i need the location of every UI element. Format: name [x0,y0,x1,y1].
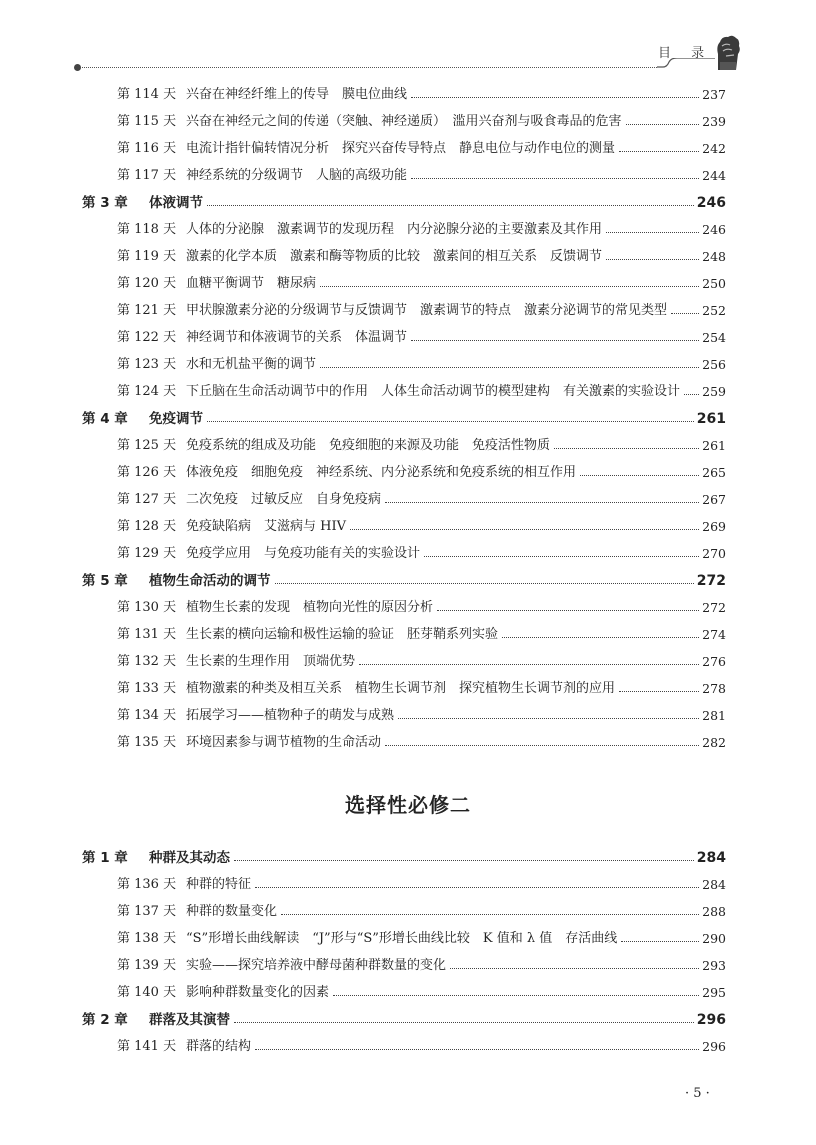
entry-page-number: 281 [702,708,726,723]
chapter-page-number: 284 [696,850,726,866]
dot-leader [234,1022,694,1023]
entry-day: 第 115 天 [117,114,177,129]
header-dotted-rule [82,67,657,68]
entry-title: 甲状腺激素分泌的分级调节与反馈调节 激素调节的特点 激素分泌调节的常见类型 [186,303,668,318]
dot-leader [411,340,699,341]
dot-leader [333,995,699,996]
entry-title: 水和无机盐平衡的调节 [186,357,317,372]
toc-entry-row [0,901,816,923]
dot-leader [411,97,699,98]
entry-page-number: 250 [702,276,726,291]
chapter-title: 植物生命活动的调节 [149,573,271,589]
entry-page-number: 272 [702,600,726,615]
dot-leader [684,394,699,395]
toc-entry-row [0,489,816,511]
entry-day: 第 133 天 [117,681,177,696]
chapter-page-number: 296 [696,1012,726,1028]
entry-day: 第 131 天 [117,627,177,642]
entry-page-number: 284 [702,877,726,892]
entry-day: 第 119 天 [117,249,177,264]
toc-entry-row [0,327,816,349]
entry-day: 第 117 天 [117,168,177,183]
entry-title: 影响种群数量变化的因素 [186,985,330,1000]
entry-page-number: 282 [702,735,726,750]
entry-day: 第 120 天 [117,276,177,291]
dot-leader [255,1049,699,1050]
entry-title: “S”形增长曲线解读 “J”形与“S”形增长曲线比较 K 值和 λ 值 存活曲线 [186,931,618,946]
toc-entry-row [0,165,816,187]
chapter-row [0,570,816,592]
entry-title: 下丘脑在生命活动调节中的作用 人体生命活动调节的模型建构 有关激素的实验设计 [186,384,681,399]
entry-day: 第 114 天 [117,87,177,102]
dot-leader [385,502,699,503]
entry-title: 激素的化学本质 激素和酶等物质的比较 激素间的相互关系 反馈调节 [186,249,603,264]
dot-leader [207,205,694,206]
dot-leader [275,583,694,584]
chapter-number: 第 5 章 [82,573,128,589]
entry-title: 体液免疫 细胞免疫 神经系统、内分泌系统和免疫系统的相互作用 [186,465,577,480]
entry-page-number: 269 [702,519,726,534]
dot-leader [619,691,699,692]
entry-title: 兴奋在神经元之间的传递（突触、神经递质） 滥用兴奋剂与吸食毒品的危害 [186,114,622,129]
toc-entry-row [0,624,816,646]
toc-entry-row [0,462,816,484]
toc-entry-row [0,732,816,754]
entry-title: 群落的结构 [186,1039,252,1054]
entry-day: 第 124 天 [117,384,177,399]
entry-page-number: 290 [702,931,726,946]
toc-entry-row [0,874,816,896]
entry-title: 免疫缺陷病 艾滋病与 HIV [186,519,346,534]
toc-entry-row [0,705,816,727]
entry-title: 生长素的生理作用 顶端优势 [186,654,356,669]
entry-day: 第 139 天 [117,958,177,973]
entry-day: 第 126 天 [117,465,177,480]
entry-title: 神经系统的分级调节 人脑的高级功能 [186,168,408,183]
entry-page-number: 244 [702,168,726,183]
entry-day: 第 140 天 [117,985,177,1000]
toc-entry-row [0,111,816,133]
entry-title: 免疫学应用 与免疫功能有关的实验设计 [186,546,421,561]
entry-day: 第 123 天 [117,357,177,372]
dot-leader [671,313,699,314]
dot-leader [320,367,699,368]
entry-page-number: 261 [702,438,726,453]
dot-leader [619,151,699,152]
entry-title: 神经调节和体液调节的关系 体温调节 [186,330,408,345]
chapter-title: 免疫调节 [149,411,203,427]
dot-leader [450,968,699,969]
entry-page-number: 246 [702,222,726,237]
chapter-number: 第 4 章 [82,411,128,427]
entry-title: 植物生长素的发现 植物向光性的原因分析 [186,600,434,615]
entry-page-number: 239 [702,114,726,129]
section-heading: 选择性必修二 [345,793,471,817]
chapter-page-number: 246 [696,195,726,211]
entry-title: 植物激素的种类及相互关系 植物生长调节剂 探究植物生长调节剂的应用 [186,681,616,696]
chapter-row [0,408,816,430]
entry-title: 拓展学习——植物种子的萌发与成熟 [186,708,395,723]
toc-entry-row [0,955,816,977]
entry-day: 第 135 天 [117,735,177,750]
entry-day: 第 132 天 [117,654,177,669]
toc-entry-row [0,300,816,322]
chapter-page-number: 261 [696,411,726,427]
header-dot [74,64,81,71]
toc-entry-row [0,516,816,538]
dot-leader [606,232,699,233]
entry-day: 第 136 天 [117,877,177,892]
chapter-title: 种群及其动态 [149,850,230,866]
entry-page-number: 274 [702,627,726,642]
entry-day: 第 121 天 [117,303,177,318]
toc-entry-row [0,138,816,160]
dot-leader [626,124,700,125]
entry-title: 人体的分泌腺 激素调节的发现历程 内分泌腺分泌的主要激素及其作用 [186,222,603,237]
entry-page-number: 296 [702,1039,726,1054]
toc-entry-row [0,354,816,376]
entry-day: 第 138 天 [117,931,177,946]
dot-leader [554,448,699,449]
chapter-number: 第 1 章 [82,850,128,866]
entry-day: 第 127 天 [117,492,177,507]
entry-page-number: 278 [702,681,726,696]
toc-entry-row [0,435,816,457]
dot-leader [437,610,699,611]
dot-leader [359,664,699,665]
chapter-page-number: 272 [696,573,726,589]
dot-leader [621,941,699,942]
entry-title: 免疫系统的组成及功能 免疫细胞的来源及功能 免疫活性物质 [186,438,551,453]
toc-entry-row [0,1036,816,1058]
dot-leader [580,475,699,476]
toc-entry-row [0,678,816,700]
dot-leader [255,887,699,888]
toc-entry-row [0,246,816,268]
entry-page-number: 267 [702,492,726,507]
toc-entry-row [0,982,816,1004]
entry-page-number: 270 [702,546,726,561]
toc-entry-row [0,928,816,950]
entry-page-number: 254 [702,330,726,345]
entry-title: 环境因素参与调节植物的生命活动 [186,735,382,750]
chapter-title: 群落及其演替 [149,1012,230,1028]
entry-page-number: 295 [702,985,726,1000]
page-header [0,0,816,80]
entry-page-number: 237 [702,87,726,102]
dot-leader [398,718,699,719]
entry-title: 种群的数量变化 [186,904,278,919]
entry-title: 生长素的横向运输和极性运输的验证 胚芽鞘系列实验 [186,627,499,642]
chapter-number: 第 2 章 [82,1012,128,1028]
toc-entry-row [0,273,816,295]
footer-page-number: · 5 · [685,1086,710,1101]
chapter-row [0,1009,816,1031]
entry-day: 第 122 天 [117,330,177,345]
fist-icon [712,32,742,72]
header-title: 目 录 [658,46,713,61]
entry-day: 第 118 天 [117,222,177,237]
toc-entry-row [0,381,816,403]
dot-leader [502,637,699,638]
entry-day: 第 141 天 [117,1039,177,1054]
toc-entry-row [0,597,816,619]
entry-page-number: 265 [702,465,726,480]
entry-day: 第 129 天 [117,546,177,561]
entry-title: 血糖平衡调节 糖尿病 [186,276,317,291]
chapter-row [0,192,816,214]
dot-leader [385,745,699,746]
entry-day: 第 130 天 [117,600,177,615]
dot-leader [606,259,699,260]
entry-day: 第 137 天 [117,904,177,919]
entry-day: 第 125 天 [117,438,177,453]
dot-leader [281,914,699,915]
entry-title: 电流计指针偏转情况分析 探究兴奋传导特点 静息电位与动作电位的测量 [186,141,616,156]
entry-page-number: 248 [702,249,726,264]
entry-day: 第 128 天 [117,519,177,534]
entry-page-number: 288 [702,904,726,919]
entry-page-number: 252 [702,303,726,318]
entry-day: 第 116 天 [117,141,177,156]
entry-title: 种群的特征 [186,877,252,892]
toc-entry-row [0,84,816,106]
entry-page-number: 276 [702,654,726,669]
entry-day: 第 134 天 [117,708,177,723]
entry-title: 二次免疫 过敏反应 自身免疫病 [186,492,382,507]
dot-leader [350,529,699,530]
chapter-number: 第 3 章 [82,195,128,211]
entry-page-number: 259 [702,384,726,399]
entry-page-number: 242 [702,141,726,156]
toc-entry-row [0,219,816,241]
chapter-title: 体液调节 [149,195,203,211]
dot-leader [234,860,694,861]
chapter-row [0,847,816,869]
entry-page-number: 256 [702,357,726,372]
entry-title: 兴奋在神经纤维上的传导 膜电位曲线 [186,87,408,102]
toc-entry-row [0,651,816,673]
dot-leader [424,556,699,557]
dot-leader [207,421,694,422]
dot-leader [411,178,699,179]
dot-leader [320,286,699,287]
entry-page-number: 293 [702,958,726,973]
entry-title: 实验——探究培养液中酵母菌种群数量的变化 [186,958,447,973]
toc-entry-row [0,543,816,565]
